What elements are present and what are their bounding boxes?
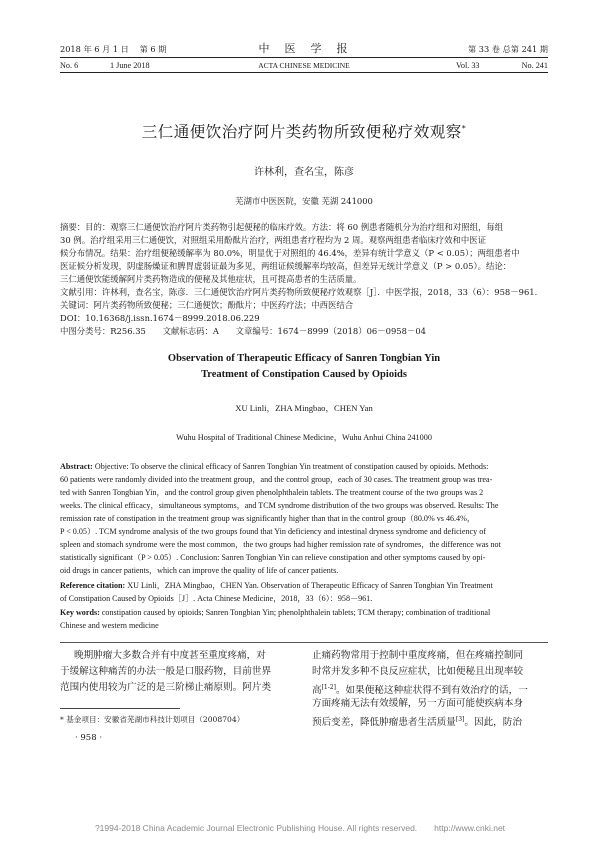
affiliation-en: Wuhu Hospital of Traditional Chinese Medicine，Wuhu Anhui China 241000 — [176, 433, 432, 442]
abstract-en-line-2: 60 patients were randomly divided into the treatment group，and the control group，each of 30 cases. The treatment group was trea- — [60, 475, 493, 484]
header-rule-bottom — [60, 72, 548, 73]
abstract-en-line-3: ted with Sanren Tongbian Yin，and the control group given phenolphthalein tablets. The treatment course of the two groups was 2 — [60, 488, 484, 497]
copyright-watermark: ?1994-2018 China Academic Journal Electronic Publishing House. All rights reserved. http://www.cnki.net — [94, 823, 506, 833]
abstract-cn-line-2: 30 例。治疗组采用三仁通便饮，对照组采用酚酞片治疗，两组患者疗程均为 2 周。观察两组患者临床疗效和中医证 — [60, 235, 486, 245]
header-issue-cn: 2018 年 6 月 1 日 第 6 期 — [60, 44, 167, 54]
body-right-text-3b: 。如果便秘这种症状得不到有效治疗的话，一 — [335, 685, 528, 697]
authors-en: XU Linli，ZHA Mingbao，CHEN Yan — [235, 403, 373, 413]
footnote-rule — [60, 708, 180, 709]
body-right-line-4: 方面疼痛无法有效缓解，另一方面可能使疾病本身 — [312, 698, 524, 709]
article-title-cn — [60, 120, 548, 142]
citation-cn: 文献引用：许林利，查名宝，陈彦．三仁通便饮治疗阿片类药物所致便秘疗效观察［J］．中医学报，2018，33（6）：958－961． — [60, 287, 543, 297]
body-right-text-3a: 高 — [312, 685, 322, 697]
page-number: · 958 · — [75, 733, 103, 743]
title-footnote-mark: * — [461, 123, 467, 133]
footnote-funding: * 基金项目：安徽省芜湖市科技计划项目（2008704） — [60, 715, 245, 724]
body-left-line-3: 范围内使用较为广泛的是三阶梯止痛原则。阿片类 — [60, 682, 272, 693]
body-right-line-1: 止痛药物常用于控制中重度疼痛，但在疼痛控制同 — [312, 650, 524, 661]
citation-en-text-1: XU Linli，ZHA Mingbao，CHEN Yan. Observation of Therapeutic Efficacy of Sanren Tongbian Yin Treatment — [125, 581, 493, 590]
header-volume-en: Vol. 33 — [456, 61, 480, 70]
citation-en-line-2: of Constipation Caused by Opioids［J］. Acta Chinese Medicine，2018，33（6）：958－961. — [60, 594, 373, 603]
body-right-line-5 — [312, 712, 548, 731]
abstract-en-line-6: P < 0.05）. TCM syndrome analysis of the two groups found that Yin deficiency and intestinal dryness syndrome and deficiency of — [60, 527, 486, 536]
abstract-en-line-9: oid drugs in cancer patients，which can improve the quality of life of cancer patients. — [60, 566, 339, 575]
abstract-cn-line-4: 医证候分析发现，阴虚肠燥证和脾胃虚弱证最为多见，两组证候缓解率均较高，但差异无统计学意义（P > 0.05）。结论： — [60, 261, 512, 271]
header-issue-en: No. 6 — [60, 61, 79, 70]
body-right-line-2: 时常并发多种不良反应症状，比如便秘且出现率较 — [312, 666, 524, 677]
abstract-en-line-4: weeks. The clinical efficacy，simultaneous symptoms，and TCM syndrome distribution of the two groups was observed. Results: The — [60, 501, 499, 510]
article-title-en-line-2: Treatment of Constipation Caused by Opioids — [201, 369, 407, 380]
citation-en-line-1 — [60, 580, 548, 592]
classification-info: 中图分类号：R256.35 文献标志码：A 文章编号：1674－8999（2018）06－0958－04 — [60, 326, 426, 336]
body-left-line-2: 于缓解这种痛苦的办法一般是口服药物，目前世界 — [60, 666, 272, 677]
body-left-line-1: 晚期肿瘤大多数合并有中度甚至重度疼痛，对 — [74, 650, 266, 661]
keywords-cn: 关键词：阿片类药物所致便秘；三仁通便饮；酚酞片；中医药疗法；中西医结合 — [60, 300, 354, 310]
header-volume-cn: 第 33 卷 总第 241 期 — [468, 44, 548, 54]
reference-mark-3: [3] — [455, 716, 465, 723]
abstract-en-line-8: statistically significant（P > 0.05）. Conclusion: Sanren Tongbian Yin can relieve constipation and other symptoms caused by opi- — [60, 553, 486, 562]
section-divider — [60, 642, 548, 643]
title-text: 三仁通便饮治疗阿片类药物所致便秘疗效观察 — [141, 123, 462, 141]
affiliation-cn: 芜湖市中医医院，安徽 芜湖 241000 — [235, 196, 373, 206]
citation-en-label: Reference citation: — [60, 581, 126, 590]
keywords-en-line-1 — [60, 607, 548, 619]
article-title-en-line-1: Observation of Therapeutic Efficacy of Sanren Tongbian Yin — [167, 353, 441, 364]
keywords-en-line-2: Chinese and western medicine — [60, 621, 159, 630]
journal-name-cn: 中 医 学 报 — [258, 42, 350, 55]
abstract-en-line-1 — [60, 461, 548, 473]
abstract-en-line-5: remission rate of constipation in the treatment group was significantly higher than that in the control group（80.0% vs 46.4%， — [60, 514, 475, 523]
authors-cn: 许林利，查名宝，陈彦 — [254, 167, 354, 178]
journal-name-en: ACTA CHINESE MEDICINE — [258, 61, 350, 70]
abstract-cn-line-1: 摘要：目的：观察三仁通便饮治疗阿片类药物引起便秘的临床疗效。方法：将 60 例患者随机分为治疗组和对照组，每组 — [60, 222, 504, 232]
body-right-text-5a: 预后变差，降低肿瘤患者生活质量 — [312, 717, 456, 729]
body-right-text-5b: 。因此，防治 — [464, 717, 522, 729]
keywords-en-text-1: constipation caused by opioids; Sanren Tongbian Yin; phenolphthalein tablets; TCM therapy; combination of traditional — [99, 608, 491, 617]
abstract-cn-line-3: 候分布情况。结果：治疗组便秘缓解率为 80.0%，明显优于对照组的 46.4%，差异有统计学意义（P < 0.05）；两组患者中 — [60, 248, 520, 258]
header-date-en: 1 June 2018 — [110, 61, 150, 70]
doi: DOI：10.16368/j.issn.1674－8999.2018.06.229 — [60, 313, 260, 323]
abstract-en-line-7: spleen and stomach syndrome were the most common，the two groups had higher remission rate of syndromes，the difference was not — [60, 540, 501, 549]
keywords-en-label: Key words: — [60, 608, 100, 617]
abstract-en-label: Abstract: — [60, 462, 93, 471]
abstract-cn-line-5: 三仁通便饮能缓解阿片类药物造成的便秘及其他症状，且可提高患者的生活质量。 — [60, 274, 362, 284]
header-rule — [60, 57, 548, 58]
header-number-en: No. 241 — [521, 61, 548, 70]
reference-mark-1-2: [1-2] — [321, 684, 336, 691]
abstract-en-text-1: Objective: To observe the clinical efficacy of Sanren Tongbian Yin treatment of constipation caused by opioids. Methods: — [92, 462, 489, 471]
